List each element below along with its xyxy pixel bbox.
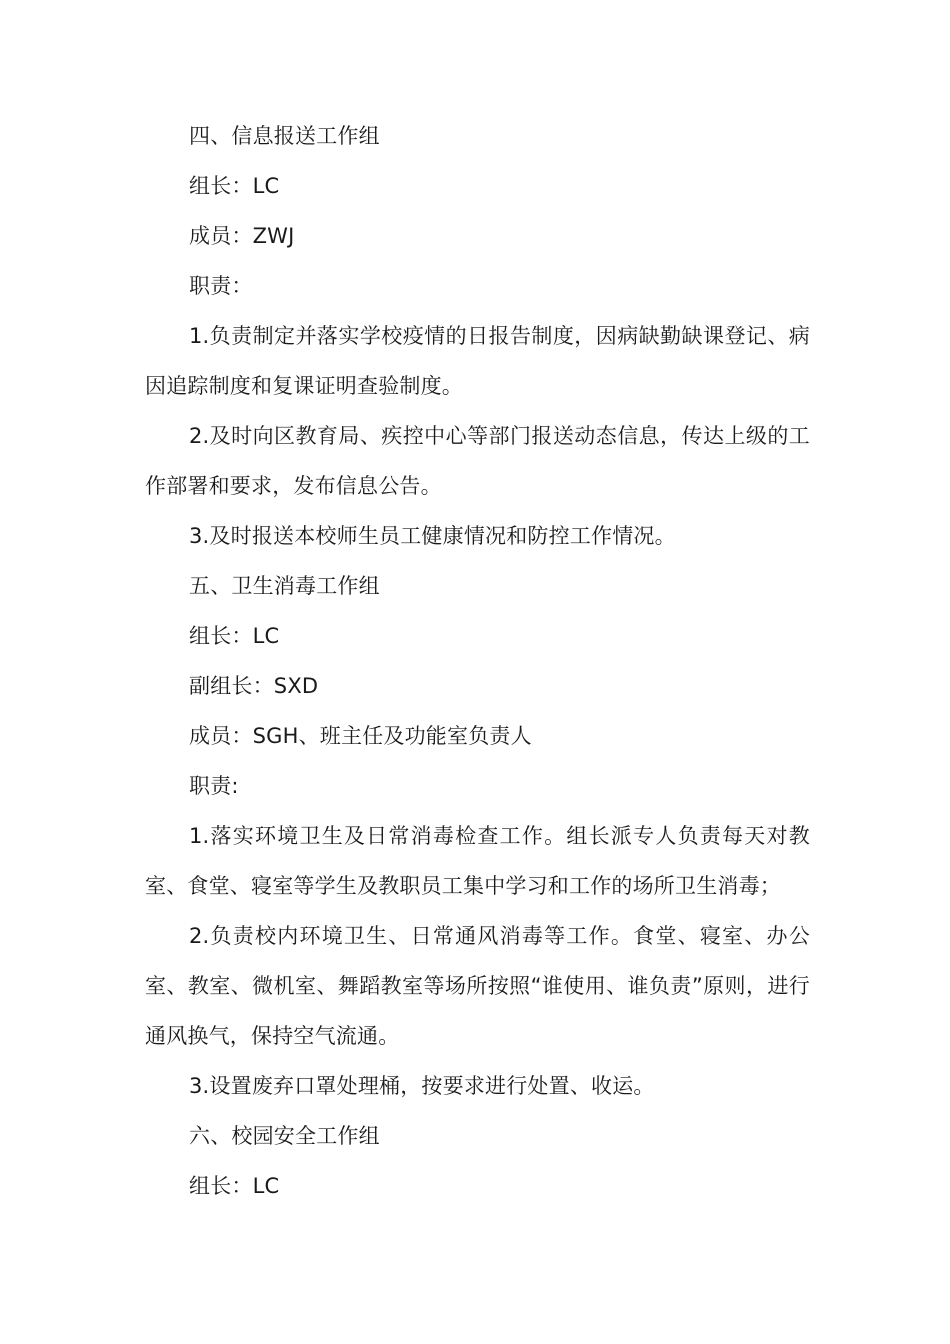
sanitation-group-duties-label: 职责: [189, 774, 239, 798]
info-duty-3: 3.及时报送本校师生员工健康情况和防控工作情况。 [189, 524, 676, 548]
sanitation-duty-2: 2.负责校内环境卫生、日常通风消毒等工作。食堂、寝室、办公室、教室、微机室、舞蹈教室等场所按照“谁使用、谁负责”原则，进行通风换气，保持空气流通。 [145, 924, 810, 1048]
info-duty-2: 2.及时向区教育局、疾控中心等部门报送动态信息，传达上级的工作部署和要求，发布信息公告。 [145, 424, 810, 498]
info-group-leader: 组长：LC [189, 174, 280, 198]
section-heading-campus-safety: 六、校园安全工作组 [189, 1124, 380, 1148]
info-duty-1: 1.负责制定并落实学校疫情的日报告制度，因病缺勤缺课登记、病因追踪制度和复课证明查验制度。 [145, 324, 810, 398]
info-group-duties-label: 职责： [189, 274, 253, 298]
safety-group-leader: 组长：LC [189, 1174, 280, 1198]
section-heading-info-reporting: 四、信息报送工作组 [189, 124, 380, 148]
sanitation-group-members: 成员：SGH、班主任及功能室负责人 [189, 724, 532, 748]
section-heading-sanitation: 五、卫生消毒工作组 [189, 574, 380, 598]
sanitation-duty-3: 3.设置废弃口罩处理桶，按要求进行处置、收运。 [189, 1074, 655, 1098]
sanitation-group-deputy-leader: 副组长：SXD [189, 674, 319, 698]
document-body [145, 111, 810, 1211]
info-group-members: 成员：ZWJ [189, 224, 295, 248]
sanitation-duty-1: 1.落实环境卫生及日常消毒检查工作。组长派专人负责每天对教室、食堂、寝室等学生及教职员工集中学习和工作的场所卫生消毒； [145, 824, 810, 898]
sanitation-group-leader: 组长：LC [189, 624, 280, 648]
